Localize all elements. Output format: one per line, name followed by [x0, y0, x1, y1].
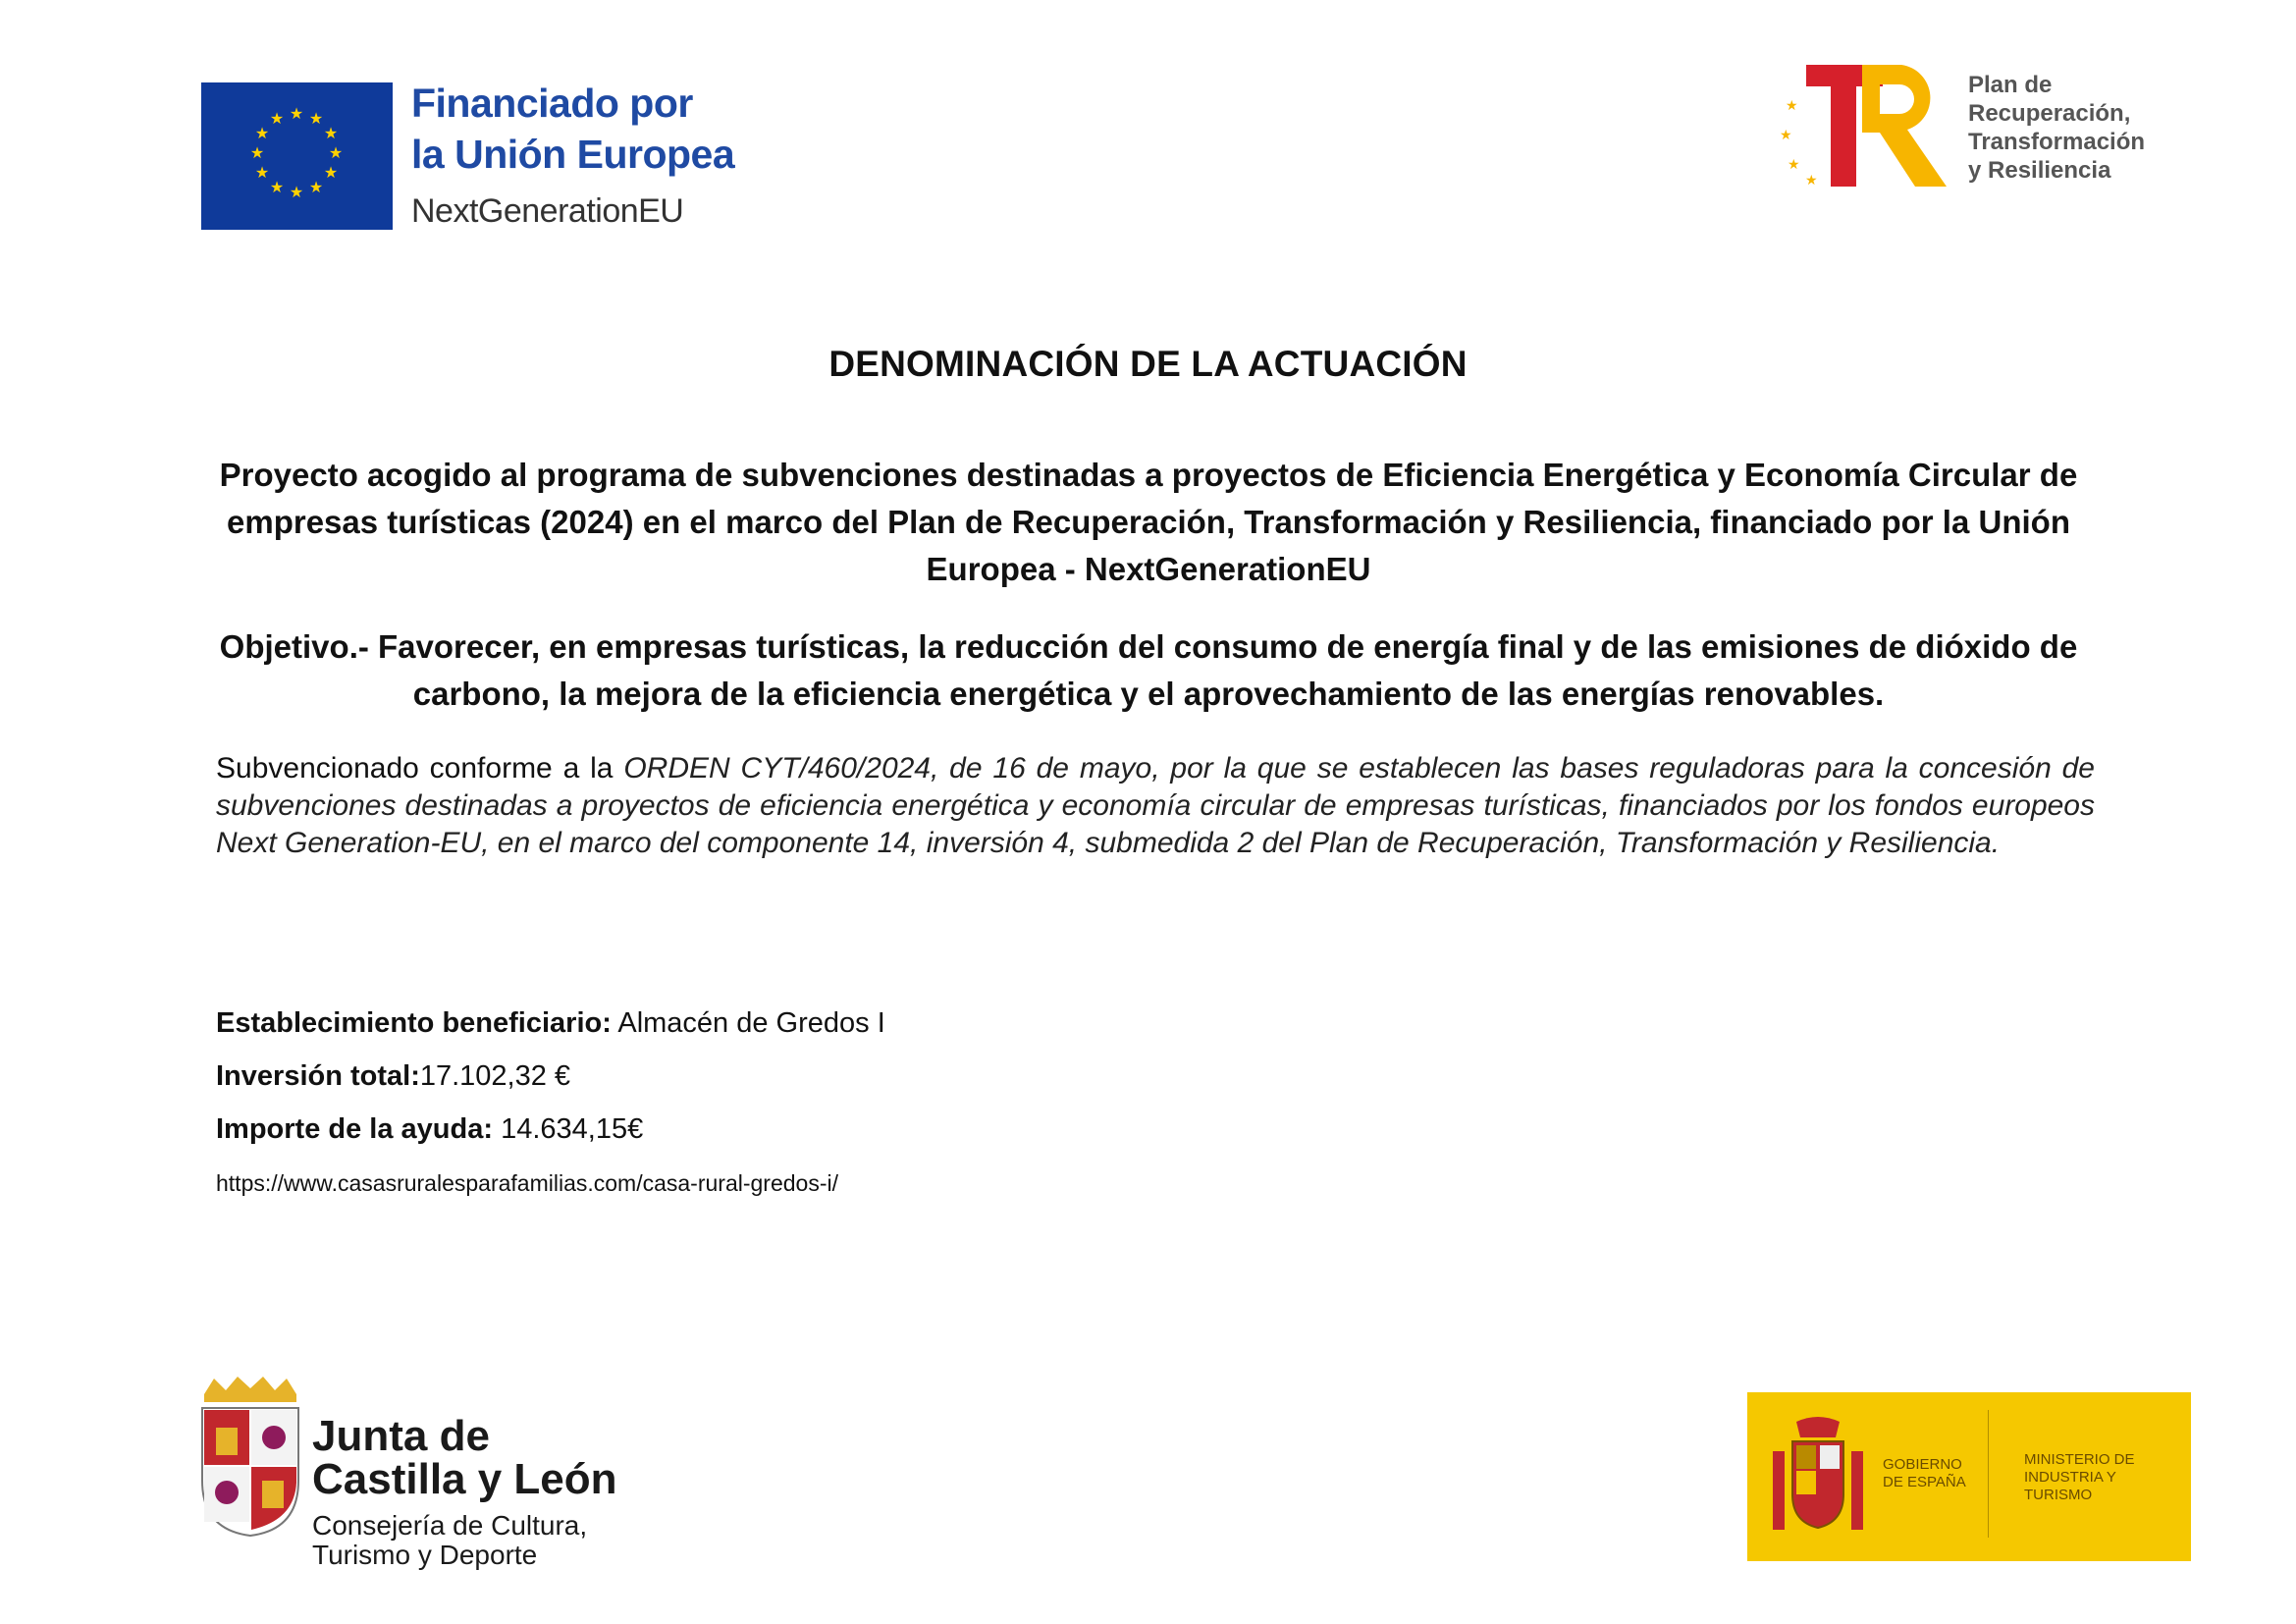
- spain-coat-of-arms-icon: [1769, 1412, 1867, 1540]
- gobierno-divider: [1988, 1410, 1989, 1538]
- ministerio-text: MINISTERIO DE INDUSTRIA Y TURISMO: [2024, 1451, 2135, 1503]
- establishment-value: Almacén de Gredos I: [617, 1007, 885, 1039]
- prtr-line3: Transformación: [1968, 129, 2146, 155]
- svg-text:★: ★: [1805, 173, 1818, 189]
- svg-text:★: ★: [269, 178, 285, 196]
- document-title: DENOMINACIÓN DE LA ACTUACIÓN: [828, 344, 1468, 384]
- gobierno-text: GOBIERNO DE ESPAÑA: [1883, 1456, 1966, 1490]
- svg-text:★: ★: [328, 143, 344, 162]
- svg-text:★: ★: [254, 163, 270, 182]
- website-link[interactable]: https://www.casasruralesparafamilias.com/casa-rural-gredos-i/: [216, 1170, 838, 1196]
- svg-text:★: ★: [1788, 157, 1800, 173]
- svg-text:★: ★: [1786, 98, 1798, 114]
- prtr-line4: y Resiliencia: [1968, 157, 2111, 184]
- svg-text:★: ★: [323, 163, 339, 182]
- legal-basis: [216, 750, 2095, 862]
- prtr-line1: Plan de: [1968, 72, 2053, 98]
- junta-line4: Turismo y Deporte: [312, 1540, 538, 1570]
- eu-flag-icon: [201, 82, 393, 230]
- investment-field: [216, 1060, 570, 1093]
- junta-line2: Castilla y León: [312, 1455, 617, 1503]
- objective-text: Objetivo.- Favorecer, en empresas turísticas, la reducción del consumo de energía final y de las emisiones de dióxido de carbono, la mejora de la eficiencia energética y el aprovechamiento de las energías renovables.: [219, 628, 2078, 712]
- eu-funding-logo: [201, 82, 751, 232]
- eu-logo-line1: Financiado por: [411, 81, 693, 126]
- legal-intro: Subvencionado conforme a la: [216, 752, 614, 785]
- junta-castilla-leon-logo: [196, 1373, 687, 1569]
- prtr-logo-text: [1968, 71, 2145, 185]
- junta-line3: Consejería de Cultura,: [312, 1510, 588, 1541]
- establishment-label: Establecimiento beneficiario:: [216, 1007, 612, 1039]
- svg-text:★: ★: [323, 124, 339, 142]
- project-description: Proyecto acogido al programa de subvenciones destinadas a proyectos de Eficiencia Energética y Economía Circular de empresas turísticas (2024) en el marco del Plan de Recuperación, Transformación y Resiliencia, financiado por la Unión Europea - NextGenerationEU: [219, 457, 2078, 587]
- eu-logo-line3: NextGenerationEU: [411, 192, 684, 230]
- svg-text:★: ★: [289, 183, 304, 201]
- svg-text:★: ★: [254, 124, 270, 142]
- svg-text:★: ★: [269, 109, 285, 128]
- aid-value: 14.634,15€: [501, 1113, 644, 1145]
- prtr-emblem-icon: [1772, 59, 1963, 196]
- junta-coat-of-arms-icon: [196, 1373, 304, 1540]
- prtr-line2: Recuperación,: [1968, 100, 2131, 127]
- svg-text:★: ★: [308, 178, 324, 196]
- svg-text:★: ★: [249, 143, 265, 162]
- prtr-logo: [1772, 59, 2194, 196]
- establishment-field: [216, 1007, 885, 1040]
- svg-text:★: ★: [308, 109, 324, 128]
- aid-label: Importe de la ayuda:: [216, 1113, 494, 1145]
- aid-field: [216, 1113, 643, 1146]
- investment-value: 17.102,32 €: [419, 1060, 571, 1092]
- eu-logo-line2: la Unión Europea: [411, 132, 735, 177]
- gobierno-espana-logo: [1747, 1392, 2191, 1561]
- junta-line1: Junta de: [312, 1412, 490, 1460]
- svg-text:★: ★: [289, 104, 304, 123]
- svg-text:★: ★: [1780, 128, 1792, 143]
- investment-label: Inversión total:: [216, 1060, 420, 1092]
- legal-order: ORDEN CYT/460/2024, de 16 de mayo, por la que se establecen las bases reguladoras para la concesión de subvenciones destinadas a proyectos de eficiencia energética y economía circular de empresas turísticas, financiados por los fondos europeos Next Generation-EU, en el marco del componente 14, inversión 4, submedida 2 del Plan de Recuperación, Transformación y Resiliencia.: [216, 752, 2095, 859]
